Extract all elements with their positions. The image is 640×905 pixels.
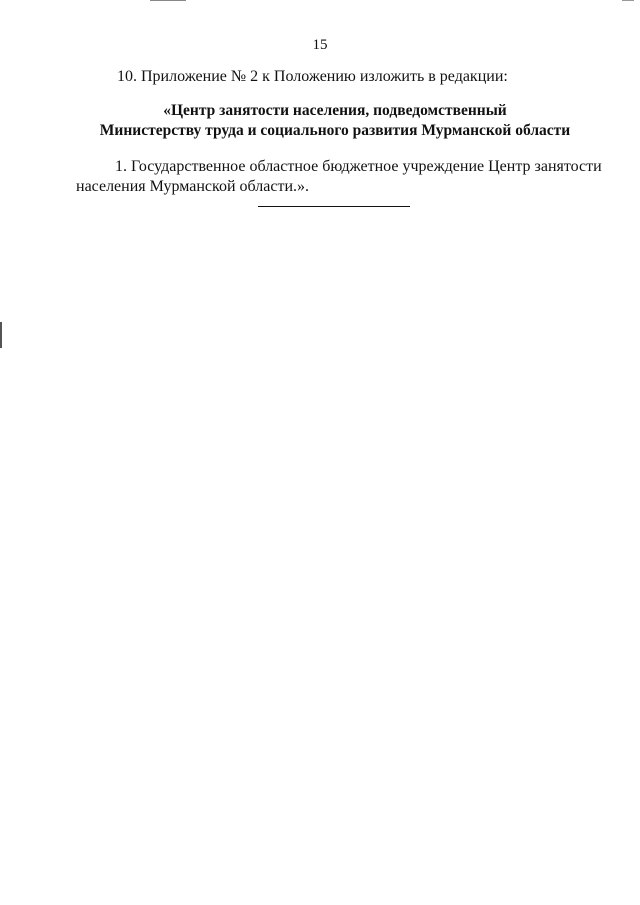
scan-artifact — [0, 322, 2, 348]
heading-line-2: Министерству труда и социального развития Мурманской области — [99, 122, 571, 139]
scan-artifact — [150, 0, 186, 1]
end-rule — [258, 206, 410, 207]
paragraph-1 — [76, 157, 602, 197]
paragraph-10: 10. Приложение № 2 к Положению изложить в редакции: — [117, 68, 508, 85]
paragraph-1-line-1: 1. Государственное областное бюджетное учреждение Центр занятости — [115, 158, 602, 175]
paragraph-1-line-2: населения Мурманской области.». — [76, 178, 310, 195]
scan-artifact — [622, 0, 634, 1]
heading-line-1: «Центр занятости населения, подведомственный — [163, 102, 507, 119]
appendix-heading — [70, 101, 600, 141]
page-number: 15 — [312, 37, 328, 53]
